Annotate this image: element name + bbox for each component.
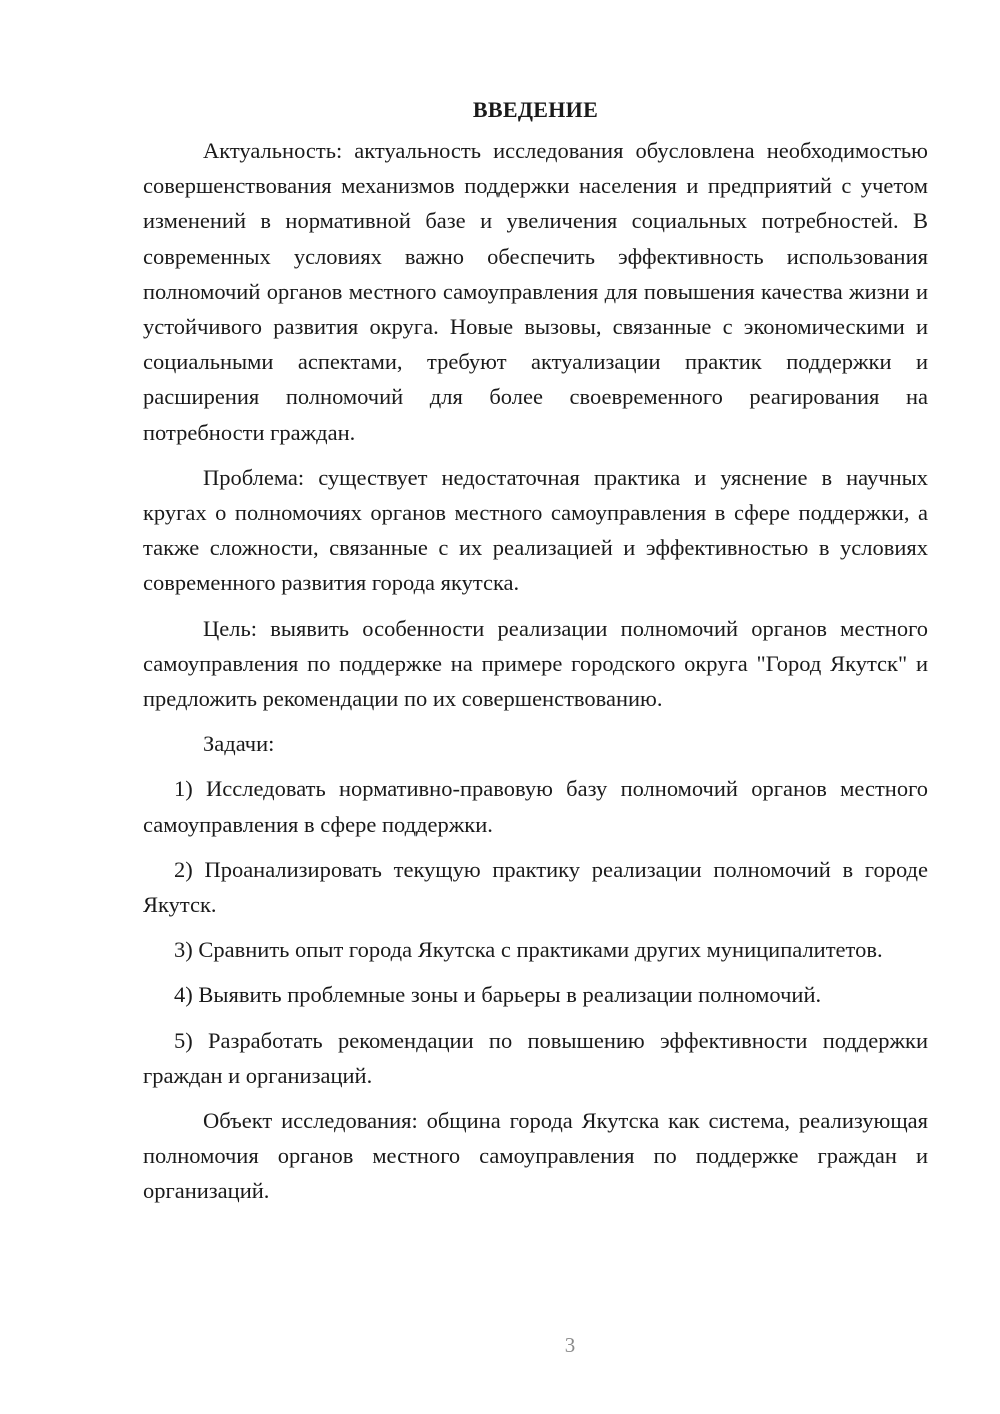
task-item-4: 4) Выявить проблемные зоны и барьеры в реализации полномочий. — [174, 982, 822, 1008]
page-number: 3 — [564, 1333, 576, 1357]
task-item-5: 5) Разработать рекомендации по повышению эффективности поддержки граждан и организаций. — [143, 1027, 928, 1088]
task-item-1: 1) Исследовать нормативно-правовую базу полномочий органов местного самоуправления в сфере поддержки. — [143, 776, 928, 837]
paragraph-goal: Цель: выявить особенности реализации полномочий органов местного самоуправления по поддержке на примере городского округа "Город Якутск" и предложить рекомендации по их совершенствованию. — [143, 615, 928, 712]
paragraph-problem: Проблема: существует недостаточная практика и уяснение в научных кругах о полномочиях органов местного самоуправления в сфере поддержки, а также сложности, связанные с их реализацией и эффективностью в условиях современного развития города якутска. — [143, 464, 928, 596]
paragraph-object: Объект исследования: община города Якутска как система, реализующая полномочия органов местного самоуправления по поддержке граждан и организаций. — [143, 1108, 928, 1204]
task-item-2: 2) Проанализировать текущую практику реализации полномочий в городе Якутск. — [143, 856, 928, 918]
page-body — [143, 92, 928, 1219]
section-heading: ВВЕДЕНИЕ — [472, 97, 599, 122]
task-item-3: 3) Сравнить опыт города Якутска с практиками других муниципалитетов. — [174, 937, 883, 963]
paragraph-relevance: Актуальность: актуальность исследования обусловлена необходимостью совершенствования механизмов поддержки населения и предприятий с учетом изменений в нормативной базе и увеличения социальных потребностей. В современных условиях важно обеспечить эффективность использования полномочий органов местного самоуправления для повышения качества жизни и устойчивого развития округа. Новые вызовы, связанные с экономическими и социальными аспектами, требуют актуализации практик поддержки и расширения полномочий для более своевременного реагирования на потребности граждан. — [143, 138, 928, 445]
tasks-label: Задачи: — [203, 731, 275, 757]
